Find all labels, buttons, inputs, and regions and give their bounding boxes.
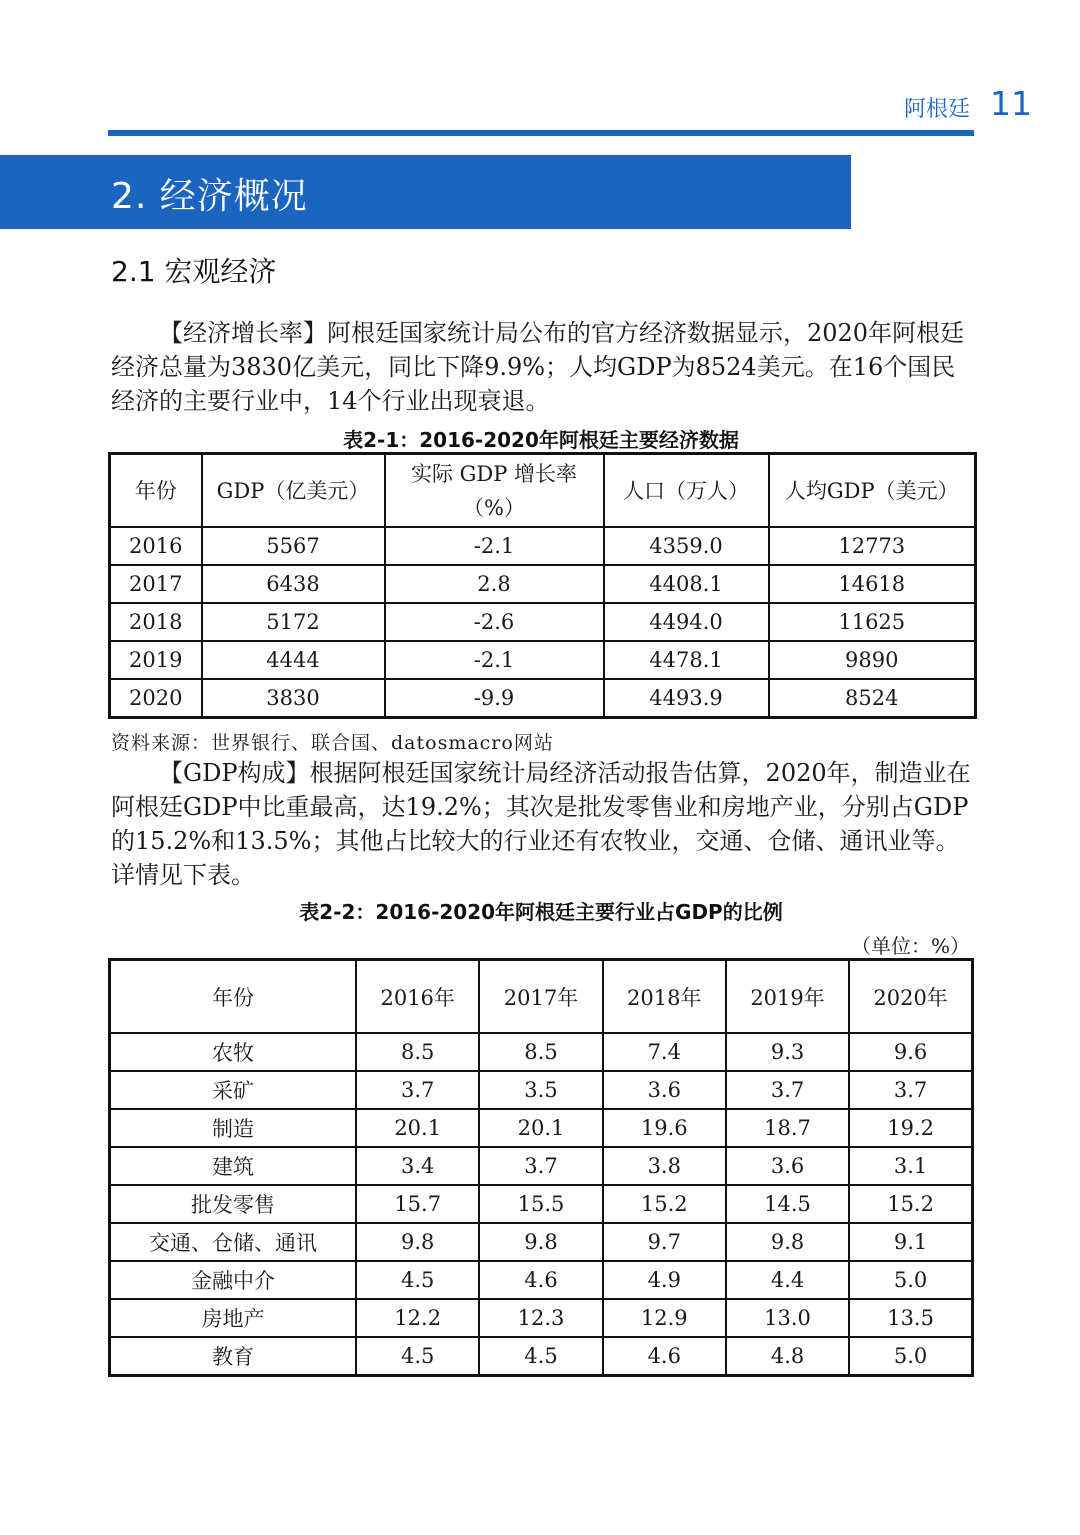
table-row bbox=[110, 565, 976, 603]
header-rule bbox=[108, 130, 974, 136]
table-cell: 7.4 bbox=[603, 1033, 726, 1071]
table-cell: 3.7 bbox=[479, 1147, 602, 1185]
table-cell: 3.1 bbox=[849, 1147, 972, 1185]
table-cell: 3.6 bbox=[603, 1071, 726, 1109]
table-row bbox=[110, 1071, 973, 1109]
table-cell: 3.6 bbox=[726, 1147, 849, 1185]
table-cell: 3.7 bbox=[726, 1071, 849, 1109]
table2-caption: 表2-2：2016-2020年阿根廷主要行业占GDP的比例 bbox=[299, 900, 783, 924]
table-cell: 9890 bbox=[769, 641, 976, 679]
table-cell: 12.2 bbox=[356, 1299, 479, 1337]
table-cell: 4493.9 bbox=[604, 679, 769, 718]
table-cell: 12.9 bbox=[603, 1299, 726, 1337]
table-cell: 4.6 bbox=[603, 1337, 726, 1376]
table-cell: 2019 bbox=[110, 641, 202, 679]
table-row bbox=[110, 1299, 973, 1337]
header-cell: 人口（万人） bbox=[604, 454, 769, 528]
table-cell: 4408.1 bbox=[604, 565, 769, 603]
table-cell: 19.2 bbox=[849, 1109, 972, 1147]
table-cell: 农牧 bbox=[110, 1033, 357, 1071]
table-row bbox=[110, 679, 976, 718]
table-cell: 14.5 bbox=[726, 1185, 849, 1223]
table-cell: 2020 bbox=[110, 679, 202, 718]
table-row bbox=[110, 1109, 973, 1147]
table-cell: -2.6 bbox=[385, 603, 604, 641]
table-cell: 2.8 bbox=[385, 565, 604, 603]
header-cell: 年份 bbox=[110, 960, 357, 1034]
header-cell: 人均GDP（美元） bbox=[769, 454, 976, 528]
header-cell: 2017年 bbox=[479, 960, 602, 1034]
table-row bbox=[110, 641, 976, 679]
table-cell: 交通、仓储、通讯 bbox=[110, 1223, 357, 1261]
chapter-title: 2. 经济概况 bbox=[111, 176, 308, 217]
table-cell: 8.5 bbox=[479, 1033, 602, 1071]
table-cell: 2016 bbox=[110, 527, 202, 565]
running-header-country: 阿根廷 bbox=[903, 97, 970, 122]
table-row bbox=[110, 1185, 973, 1223]
table-cell: 批发零售 bbox=[110, 1185, 357, 1223]
table-cell: 3.8 bbox=[603, 1147, 726, 1185]
table-cell: 15.2 bbox=[603, 1185, 726, 1223]
table-cell: 5.0 bbox=[849, 1261, 972, 1299]
header-cell: 2019年 bbox=[726, 960, 849, 1034]
table-cell: 9.1 bbox=[849, 1223, 972, 1261]
table-cell: -2.1 bbox=[385, 527, 604, 565]
table1-source-note: 资料来源：世界银行、联合国、datosmacro网站 bbox=[111, 732, 554, 754]
table-cell: 14618 bbox=[769, 565, 976, 603]
table-cell: 5567 bbox=[202, 527, 385, 565]
table-cell: 建筑 bbox=[110, 1147, 357, 1185]
header-cell: 实际 GDP 增长率（%） bbox=[385, 454, 604, 528]
table-cell: 3830 bbox=[202, 679, 385, 718]
table-cell: 5172 bbox=[202, 603, 385, 641]
table-cell: 18.7 bbox=[726, 1109, 849, 1147]
table-cell: 15.2 bbox=[849, 1185, 972, 1223]
table-cell: 教育 bbox=[110, 1337, 357, 1376]
table-cell: 采矿 bbox=[110, 1071, 357, 1109]
table-cell: 8.5 bbox=[356, 1033, 479, 1071]
table-cell: 6438 bbox=[202, 565, 385, 603]
table-header-row bbox=[110, 454, 976, 528]
table-row bbox=[110, 527, 976, 565]
table-cell: 9.6 bbox=[849, 1033, 972, 1071]
gdp-share-table bbox=[108, 958, 974, 1377]
table-cell: 金融中介 bbox=[110, 1261, 357, 1299]
table-row bbox=[110, 1223, 973, 1261]
table-cell: 制造 bbox=[110, 1109, 357, 1147]
table-cell: 8524 bbox=[769, 679, 976, 718]
table-cell: 9.7 bbox=[603, 1223, 726, 1261]
table-cell: 12773 bbox=[769, 527, 976, 565]
header-cell: GDP（亿美元） bbox=[202, 454, 385, 528]
table-cell: 20.1 bbox=[479, 1109, 602, 1147]
table-cell: 5.0 bbox=[849, 1337, 972, 1376]
table-cell: 13.0 bbox=[726, 1299, 849, 1337]
paragraph-gdp-composition-text: 【GDP构成】根据阿根廷国家统计局经济活动报告估算，2020年，制造业在阿根廷GDP中比重最高，达19.2%；其次是批发零售业和房地产业，分别占GDP的15.2%和13.5%；其他占比较大的行业还有农牧业，交通、仓储、通讯业等。详情见下表。 bbox=[111, 759, 971, 889]
header-cell: 2016年 bbox=[356, 960, 479, 1034]
table-cell: 4478.1 bbox=[604, 641, 769, 679]
paragraph-growth-text: 【经济增长率】阿根廷国家统计局公布的官方经济数据显示，2020年阿根廷经济总量为3830亿美元，同比下降9.9%；人均GDP为8524美元。在16个国民经济的主要行业中，14个行业出现衰退。 bbox=[111, 319, 965, 415]
table-cell: 4.9 bbox=[603, 1261, 726, 1299]
table-cell: 3.4 bbox=[356, 1147, 479, 1185]
table-cell: 3.7 bbox=[849, 1071, 972, 1109]
table-cell: 4.8 bbox=[726, 1337, 849, 1376]
page-number: 11 bbox=[990, 84, 1032, 123]
table-cell: 11625 bbox=[769, 603, 976, 641]
table-cell: 4.6 bbox=[479, 1261, 602, 1299]
table-cell: 15.7 bbox=[356, 1185, 479, 1223]
table-cell: 4.5 bbox=[356, 1261, 479, 1299]
table-row bbox=[110, 1261, 973, 1299]
table-cell: 3.7 bbox=[356, 1071, 479, 1109]
table2-unit-note: （单位：%） bbox=[850, 934, 970, 958]
paragraph-growth bbox=[111, 316, 973, 418]
table-cell: 4.4 bbox=[726, 1261, 849, 1299]
table-cell: 4.5 bbox=[479, 1337, 602, 1376]
table-cell: 20.1 bbox=[356, 1109, 479, 1147]
economic-data-table bbox=[108, 452, 977, 719]
table-row bbox=[110, 1337, 973, 1376]
table-row bbox=[110, 603, 976, 641]
header-cell: 2018年 bbox=[603, 960, 726, 1034]
table-cell: 4.5 bbox=[356, 1337, 479, 1376]
table-cell: 12.3 bbox=[479, 1299, 602, 1337]
table-row bbox=[110, 1147, 973, 1185]
table-header-row bbox=[110, 960, 973, 1034]
table-row bbox=[110, 1033, 973, 1071]
table1-caption: 表2-1：2016-2020年阿根廷主要经济数据 bbox=[343, 428, 739, 452]
table-cell: 15.5 bbox=[479, 1185, 602, 1223]
table-cell: 4359.0 bbox=[604, 527, 769, 565]
table-cell: 19.6 bbox=[603, 1109, 726, 1147]
table-cell: 2018 bbox=[110, 603, 202, 641]
table-cell: 4494.0 bbox=[604, 603, 769, 641]
header-cell: 年份 bbox=[110, 454, 202, 528]
table-cell: 3.5 bbox=[479, 1071, 602, 1109]
table-cell: 4444 bbox=[202, 641, 385, 679]
header-cell: 2020年 bbox=[849, 960, 972, 1034]
table-cell: 9.8 bbox=[356, 1223, 479, 1261]
table-cell: 9.8 bbox=[479, 1223, 602, 1261]
table-cell: 9.8 bbox=[726, 1223, 849, 1261]
table-cell: -9.9 bbox=[385, 679, 604, 718]
section-title: 2.1 宏观经济 bbox=[111, 255, 277, 288]
table-cell: 13.5 bbox=[849, 1299, 972, 1337]
table-cell: 房地产 bbox=[110, 1299, 357, 1337]
paragraph-gdp-composition bbox=[111, 756, 973, 892]
table-cell: 9.3 bbox=[726, 1033, 849, 1071]
table-cell: -2.1 bbox=[385, 641, 604, 679]
table-cell: 2017 bbox=[110, 565, 202, 603]
